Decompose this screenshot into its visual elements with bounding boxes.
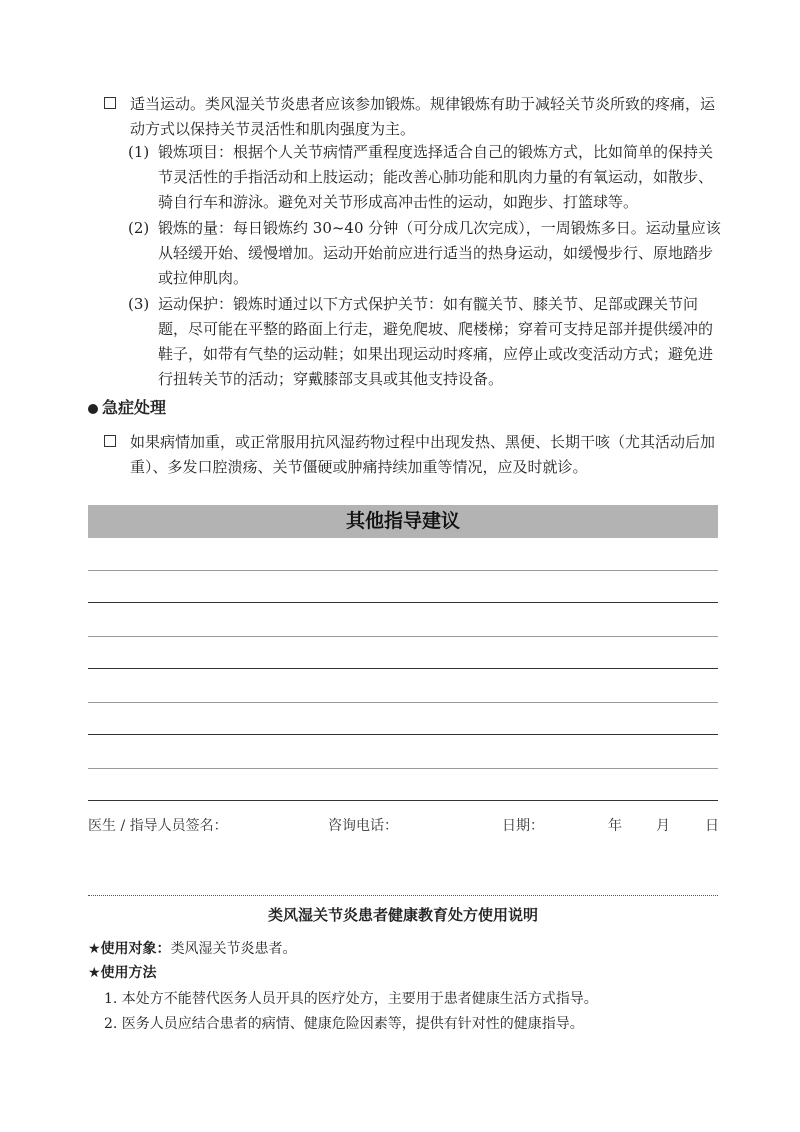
date-label: 日期： — [502, 818, 544, 834]
writing-line[interactable] — [88, 636, 718, 637]
exercise-sub-item — [128, 140, 724, 215]
instruction-item: 1. 本处方不能替代医务人员开具的医疗处方，主要用于患者健康生活方式指导。 — [104, 991, 598, 1007]
writing-line[interactable] — [88, 668, 718, 669]
other-advice-banner — [88, 505, 718, 538]
exercise-sub-item — [128, 292, 724, 392]
writing-line[interactable] — [88, 800, 718, 801]
day-label: 日 — [705, 818, 719, 834]
exercise-text: 适当运动。类风湿关节炎患者应该参加锻炼。规律锻炼有助于减轻关节炎所致的疼痛，运动方式以保持关节灵活性和肌肉强度为主。 — [130, 95, 716, 138]
writing-line[interactable] — [88, 570, 718, 571]
target-label: ★使用对象： — [88, 941, 171, 957]
writing-line[interactable] — [88, 768, 718, 769]
sub-item-number: (3) — [128, 295, 150, 313]
exercise-check-item[interactable] — [104, 92, 724, 142]
sub-item-text: 锻炼的量：每日锻炼约 30~40 分钟（可分成几次完成），一周锻炼多日。运动量应该从轻缓开始、缓慢增加。运动开始前应进行适当的热身运动，如缓慢步行、原地踏步或拉伸肌肉。 — [158, 219, 721, 287]
target-row — [88, 938, 297, 960]
instructions-title: 类风湿关节炎患者健康教育处方使用说明 — [267, 906, 538, 924]
method-row — [88, 962, 157, 984]
sub-item-text: 锻炼项目：根据个人关节病情严重程度选择适合自己的锻炼方式，比如简单的保持关节灵活性的手指活动和上肢运动；能改善心肺功能和肌肉力量的有氧运动，如散步、骑自行车和游泳。避免对关节形成高冲击性的运动，如跑步、打篮球等。 — [158, 143, 714, 211]
target-value: 类风湿关节炎患者。 — [170, 941, 297, 957]
writing-line[interactable] — [88, 602, 718, 603]
exercise-sub-item — [128, 216, 724, 291]
cut-line — [88, 895, 718, 896]
other-advice-title: 其他指导建议 — [345, 510, 460, 532]
emergency-checkbox[interactable] — [104, 435, 116, 447]
writing-line[interactable] — [88, 734, 718, 735]
sub-item-number: (1) — [128, 143, 150, 161]
doctor-signature-label: 医生 / 指导人员签名： — [88, 818, 228, 834]
emergency-text: 如果病情加重，或正常服用抗风湿药物过程中出现发热、黑便、长期干咳（尤其活动后加重）、多发口腔溃疡、关节僵硬或肿痛持续加重等情况，应及时就诊。 — [130, 433, 716, 476]
month-label: 月 — [656, 818, 670, 834]
signature-row — [88, 815, 718, 837]
exercise-checkbox[interactable] — [104, 97, 116, 109]
sub-item-number: (2) — [128, 219, 150, 237]
instruction-item: 2. 医务人员应结合患者的病情、健康危险因素等，提供有针对性的健康指导。 — [104, 1016, 584, 1032]
exercise-sub-list — [128, 140, 724, 393]
sub-item-text: 运动保护：锻炼时通过以下方式保护关节：如有髋关节、膝关节、足部或踝关节问题，尽可能在平整的路面上行走，避免爬坡、爬楼梯；穿着可支持足部并提供缓冲的鞋子，如带有气垫的运动鞋；如果出现运动时疼痛，应停止或改变活动方式；避免进行扭转关节的活动；穿戴膝部支具或其他支持设备。 — [158, 295, 714, 388]
bullet-icon — [88, 404, 98, 414]
emergency-heading-text: 急症处理 — [102, 398, 167, 417]
phone-label: 咨询电话： — [328, 818, 398, 834]
writing-line[interactable] — [88, 702, 718, 703]
emergency-heading — [88, 395, 166, 418]
year-label: 年 — [608, 818, 622, 834]
method-label: ★使用方法 — [88, 965, 157, 981]
emergency-check-item[interactable] — [104, 430, 724, 480]
